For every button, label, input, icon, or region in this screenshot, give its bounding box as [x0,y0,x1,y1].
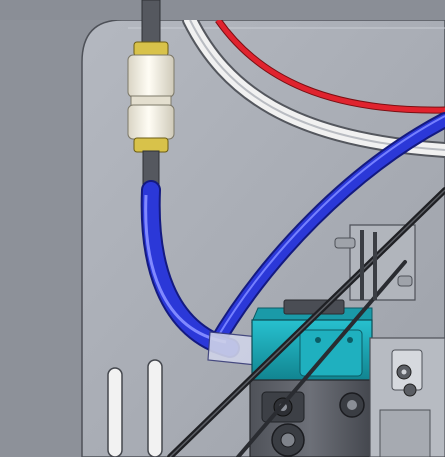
extruder-fan-edge [284,300,344,314]
screw-icon [315,337,321,343]
drive-wheel-hub [281,433,295,447]
extruder-block-face [300,330,362,376]
idler-hub [347,400,357,410]
panel-slot-right [148,360,162,457]
frame-top [0,0,445,20]
coupler-ring-bottom [134,138,168,152]
screw-icon [347,337,353,343]
coupler-body-upper [128,55,174,97]
bolt-center [402,370,407,375]
bracket-tab [335,238,355,248]
panel-slot-left [108,368,122,457]
coupler-body-lower [128,105,174,139]
bolt-icon [404,384,416,396]
bracket-tab [398,276,412,286]
coupler-ring-top [134,42,168,56]
carriage-lower [380,410,430,457]
